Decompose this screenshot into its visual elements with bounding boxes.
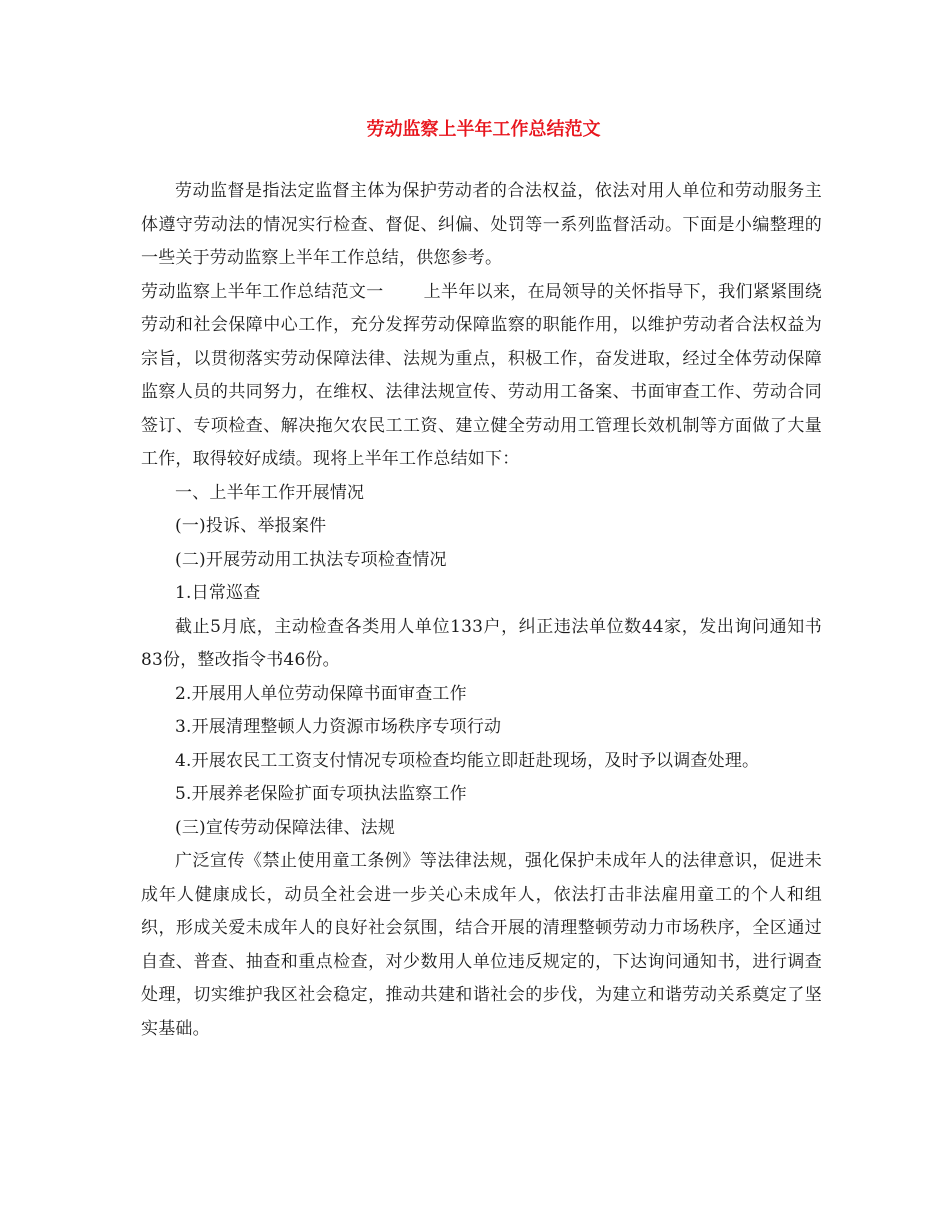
intro-paragraph: 劳动监督是指法定监督主体为保护劳动者的合法权益，依法对用人单位和劳动服务主体遵守劳动法的情况实行检查、督促、纠偏、处罚等一系列监督活动。下面是小编整理的一些关于劳动监察上半年工作总结，供您参考。 xyxy=(141,181,822,268)
section-paragraph xyxy=(141,276,822,477)
paragraph-item-1: 1.日常巡查 xyxy=(175,583,261,603)
section-intro: 上半年以来，在局领导的关怀指导下，我们紧紧围绕劳动和社会保障中心工作，充分发挥劳动保障监察的职能作用，以维护劳动者合法权益为宗旨，以贯彻落实劳动保障法律、法规为重点，积极工作，奋发进取，经过全体劳动保障监察人员的共同努力，在维权、法律法规宣传、劳动用工备案、书面审查工作、劳动合同签订、专项检查、解决拖欠农民工工资、建立健全劳动用工管理长效机制等方面做了大量工作，取得较好成绩。现将上半年工作总结如下： xyxy=(141,281,822,469)
section-heading: 劳动监察上半年工作总结范文一 xyxy=(141,281,384,302)
paragraph-item-5: 5.开展养老保险扩面专项执法监察工作 xyxy=(175,784,467,804)
paragraph-item-1-detail: 截止5月底，主动检查各类用人单位133户，纠正违法单位数44家，发出询问通知书83份，整改指令书46份。 xyxy=(141,616,822,670)
paragraph-subheading-3: (三)宣传劳动保障法律、法规 xyxy=(175,817,396,838)
paragraph-item-3: 3.开展清理整顿人力资源市场秩序专项行动 xyxy=(175,717,502,737)
paragraph-heading-1: 一、上半年工作开展情况 xyxy=(175,482,365,503)
document-title: 劳动监察上半年工作总结范文 xyxy=(366,119,601,140)
document-body xyxy=(141,175,822,1046)
paragraph-publicity-detail: 广泛宣传《禁止使用童工条例》等法律法规，强化保护未成年人的法律意识，促进未成年人健康成长，动员全社会进一步关心未成年人，依法打击非法雇用童工的个人和组织，形成关爱未成年人的良好社会氛围，结合开展的清理整顿劳动力市场秩序，全区通过自查、普查、抽查和重点检查，对少数用人单位违反规定的，下达询问通知书，进行调查处理，切实维护我区社会稳定，推动共建和谐社会的步伐，为建立和谐劳动关系奠定了坚实基础。 xyxy=(141,851,822,1039)
paragraph-item-2: 2.开展用人单位劳动保障书面审查工作 xyxy=(175,683,467,704)
paragraph-subheading-1: (一)投诉、举报案件 xyxy=(175,516,327,536)
paragraph-subheading-2: (二)开展劳动用工执法专项检查情况 xyxy=(175,549,447,570)
paragraph-item-4: 4.开展农民工工资支付情况专项检查均能立即赶赴现场，及时予以调查处理。 xyxy=(175,750,760,771)
